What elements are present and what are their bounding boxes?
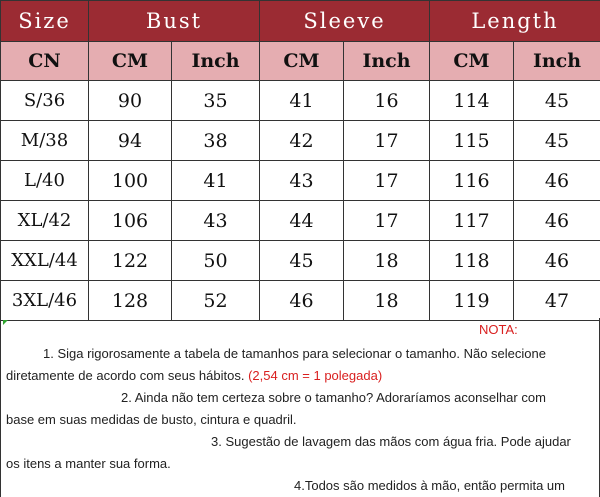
header-row — [1, 1, 600, 42]
header-sleeve: Sleeve — [260, 1, 430, 42]
subheader-length-inch: Inch — [514, 42, 600, 81]
bust-inch-cell: 50 — [172, 241, 260, 281]
table-row — [1, 121, 600, 161]
notes-section — [0, 318, 600, 497]
bust-cm-cell: 106 — [89, 201, 172, 241]
table-row — [1, 201, 600, 241]
length-cm-cell: 119 — [430, 281, 514, 321]
subheader-row — [1, 42, 600, 81]
sleeve-inch-cell: 17 — [344, 201, 430, 241]
note-1-conversion: (2,54 cm = 1 polegada) — [248, 368, 383, 383]
sleeve-cm-cell: 42 — [260, 121, 344, 161]
bust-inch-cell: 41 — [172, 161, 260, 201]
length-cm-cell: 116 — [430, 161, 514, 201]
length-cm-cell: 115 — [430, 121, 514, 161]
bust-cm-cell: 100 — [89, 161, 172, 201]
length-cm-cell: 118 — [430, 241, 514, 281]
subheader-length-cm: CM — [430, 42, 514, 81]
note-1-line-1: 1. Siga rigorosamente a tabela de tamanhos para selecionar o tamanho. Não selecione — [43, 346, 546, 361]
length-inch-cell: 46 — [514, 201, 600, 241]
size-cell: M/38 — [1, 121, 89, 161]
bust-inch-cell: 43 — [172, 201, 260, 241]
sleeve-inch-cell: 18 — [344, 241, 430, 281]
table-row — [1, 241, 600, 281]
bust-cm-cell: 128 — [89, 281, 172, 321]
bust-inch-cell: 35 — [172, 81, 260, 121]
size-cell: 3XL/46 — [1, 281, 89, 321]
sleeve-cm-cell: 43 — [260, 161, 344, 201]
header-bust: Bust — [89, 1, 260, 42]
length-inch-cell: 46 — [514, 161, 600, 201]
subheader-bust-inch: Inch — [172, 42, 260, 81]
length-cm-cell: 114 — [430, 81, 514, 121]
length-inch-cell: 47 — [514, 281, 600, 321]
note-1-line-2 — [6, 368, 382, 383]
note-3-line-1: 3. Sugestão de lavagem das mãos com água fria. Pode ajudar — [211, 434, 571, 449]
table-row — [1, 161, 600, 201]
length-inch-cell: 45 — [514, 81, 600, 121]
sleeve-cm-cell: 45 — [260, 241, 344, 281]
note-3-line-2: os itens a manter sua forma. — [6, 456, 171, 471]
bust-inch-cell: 52 — [172, 281, 260, 321]
size-cell: S/36 — [1, 81, 89, 121]
table-row — [1, 281, 600, 321]
length-inch-cell: 45 — [514, 121, 600, 161]
sleeve-inch-cell: 18 — [344, 281, 430, 321]
subheader-sleeve-cm: CM — [260, 42, 344, 81]
length-cm-cell: 117 — [430, 201, 514, 241]
note-1-text: diretamente de acordo com seus hábitos. — [6, 368, 249, 383]
header-size: Size — [1, 1, 89, 42]
bust-cm-cell: 122 — [89, 241, 172, 281]
sleeve-inch-cell: 17 — [344, 161, 430, 201]
notes-title: NOTA: — [479, 322, 518, 337]
subheader-cn: CN — [1, 42, 89, 81]
subheader-bust-cm: CM — [89, 42, 172, 81]
size-cell: L/40 — [1, 161, 89, 201]
sleeve-cm-cell: 41 — [260, 81, 344, 121]
header-length: Length — [430, 1, 600, 42]
note-2-line-2: base em suas medidas de busto, cintura e quadril. — [6, 412, 297, 427]
size-cell: XXL/44 — [1, 241, 89, 281]
note-4-line-1: 4.Todos são medidos à mão, então permita um — [294, 478, 565, 493]
bust-cm-cell: 94 — [89, 121, 172, 161]
sleeve-inch-cell: 17 — [344, 121, 430, 161]
bust-inch-cell: 38 — [172, 121, 260, 161]
sleeve-inch-cell: 16 — [344, 81, 430, 121]
table-row — [1, 81, 600, 121]
note-2-line-1: 2. Ainda não tem certeza sobre o tamanho? Adoraríamos aconselhar com — [121, 390, 546, 405]
sleeve-cm-cell: 46 — [260, 281, 344, 321]
size-cell: XL/42 — [1, 201, 89, 241]
sleeve-cm-cell: 44 — [260, 201, 344, 241]
subheader-sleeve-inch: Inch — [344, 42, 430, 81]
length-inch-cell: 46 — [514, 241, 600, 281]
bust-cm-cell: 90 — [89, 81, 172, 121]
